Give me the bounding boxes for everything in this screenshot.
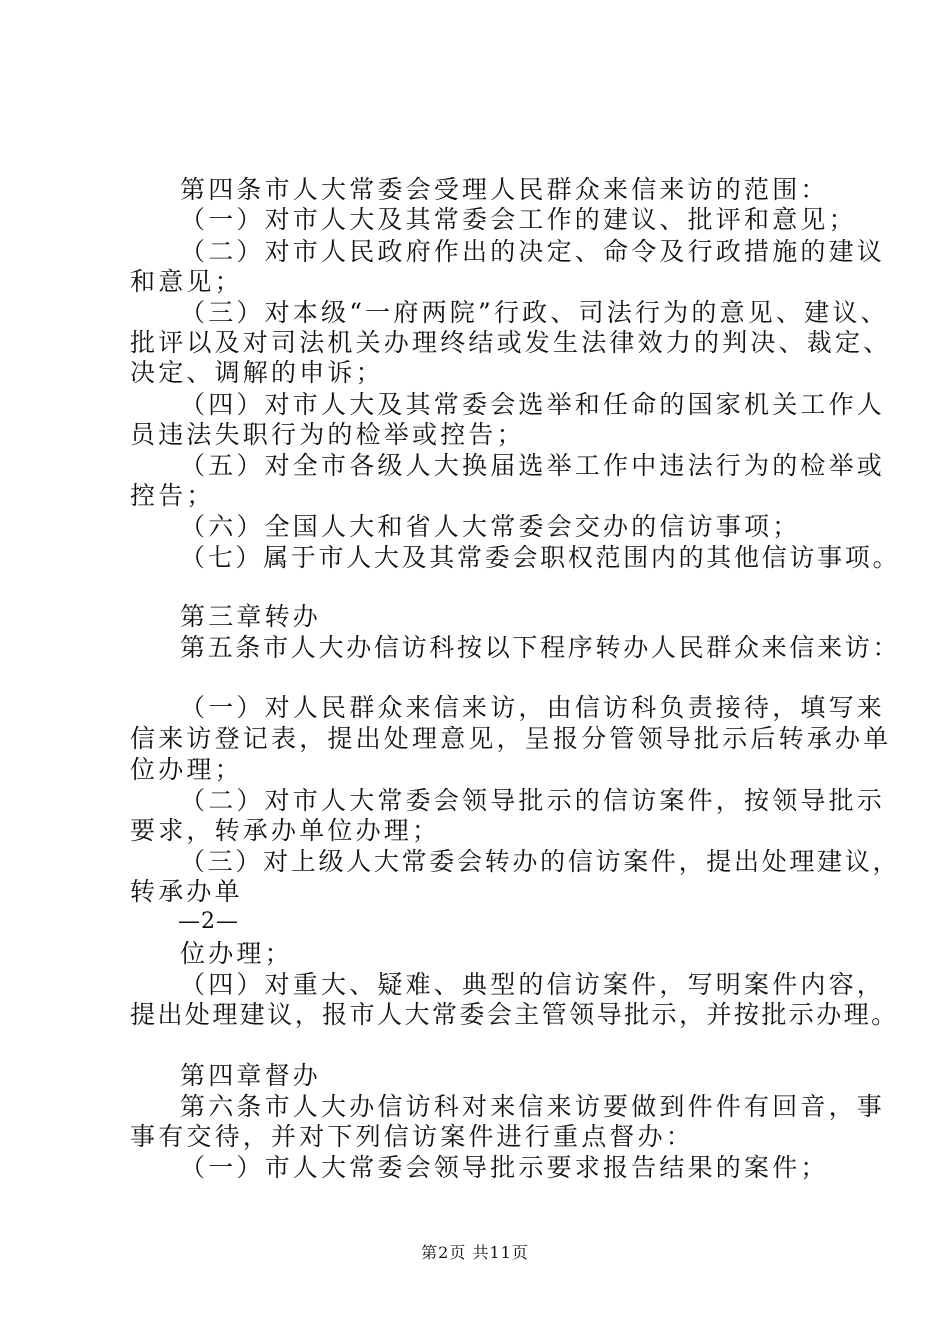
- article-4-item-3-cont-2: 决定、调解的申诉；: [130, 358, 384, 387]
- article-4-item-2: （二）对市人民政府作出的决定、命令及行政措施的建议: [180, 237, 886, 266]
- article-5-item-3-cont-2: 位办理；: [180, 939, 293, 968]
- article-4-item-2-cont: 和意见；: [130, 267, 243, 296]
- article-5-item-2: （二）对市人大常委会领导批示的信访案件，按领导批示: [180, 786, 886, 815]
- chapter-4-heading: 第四章督办: [180, 1061, 322, 1090]
- inline-page-marker: —2—: [178, 909, 239, 934]
- article-4-item-5-cont: 控告；: [130, 481, 215, 510]
- article-6-item-1: （一）市人大常委会领导批示要求报告结果的案件；: [180, 1153, 829, 1182]
- article-5-item-3-cont: 转承办单: [130, 877, 243, 906]
- article-4-item-3-cont-1: 批评以及对司法机关办理终结或发生法律效力的判决、裁定、: [130, 328, 892, 357]
- article-4-item-7: （七）属于市人大及其常委会职权范围内的其他信访事项。: [180, 543, 901, 572]
- article-6-heading-cont: 事有交待，并对下列信访案件进行重点督办：: [130, 1122, 695, 1151]
- article-5-item-1-cont-2: 位办理；: [130, 755, 243, 784]
- article-4-item-3: （三）对本级“一府两院”行政、司法行为的意见、建议、: [180, 298, 889, 327]
- page-footer: 第2页 共11页: [421, 1243, 529, 1262]
- article-5-item-2-cont: 要求，转承办单位办理；: [130, 816, 441, 845]
- article-4-heading: 第四条市人大常委会受理人民群众来信来访的范围：: [180, 175, 829, 204]
- article-4-item-6: （六）全国人大和省人大常委会交办的信访事项；: [180, 512, 801, 541]
- article-4-item-1: （一）对市人大及其常委会工作的建议、批评和意见；: [180, 205, 857, 234]
- article-5-item-4: （四）对重大、疑难、典型的信访案件，写明案件内容，: [180, 970, 886, 999]
- article-5-item-3: （三）对上级人大常委会转办的信访案件，提出处理建议，: [180, 847, 901, 876]
- article-5-item-1: （一）对人民群众来信来访，由信访科负责接待，填写来: [180, 693, 886, 722]
- article-5-item-1-cont-1: 信来访登记表，提出处理意见，呈报分管领导批示后转承办单: [130, 724, 892, 753]
- article-4-item-4-cont: 员违法失职行为的检举或控告；: [130, 420, 525, 449]
- article-4-item-4: （四）对市人大及其常委会选举和任命的国家机关工作人: [180, 390, 886, 419]
- article-6-heading: 第六条市人大办信访科对来信来访要做到件件有回音，事: [180, 1092, 886, 1121]
- article-5-item-4-cont: 提出处理建议，报市人大常委会主管领导批示，并按批示办理。: [130, 1000, 899, 1029]
- article-4-item-5: （五）对全市各级人大换届选举工作中违法行为的检举或: [180, 451, 886, 480]
- chapter-3-heading: 第三章转办: [180, 602, 322, 631]
- article-5-heading: 第五条市人大办信访科按以下程序转办人民群众来信来访：: [180, 633, 901, 662]
